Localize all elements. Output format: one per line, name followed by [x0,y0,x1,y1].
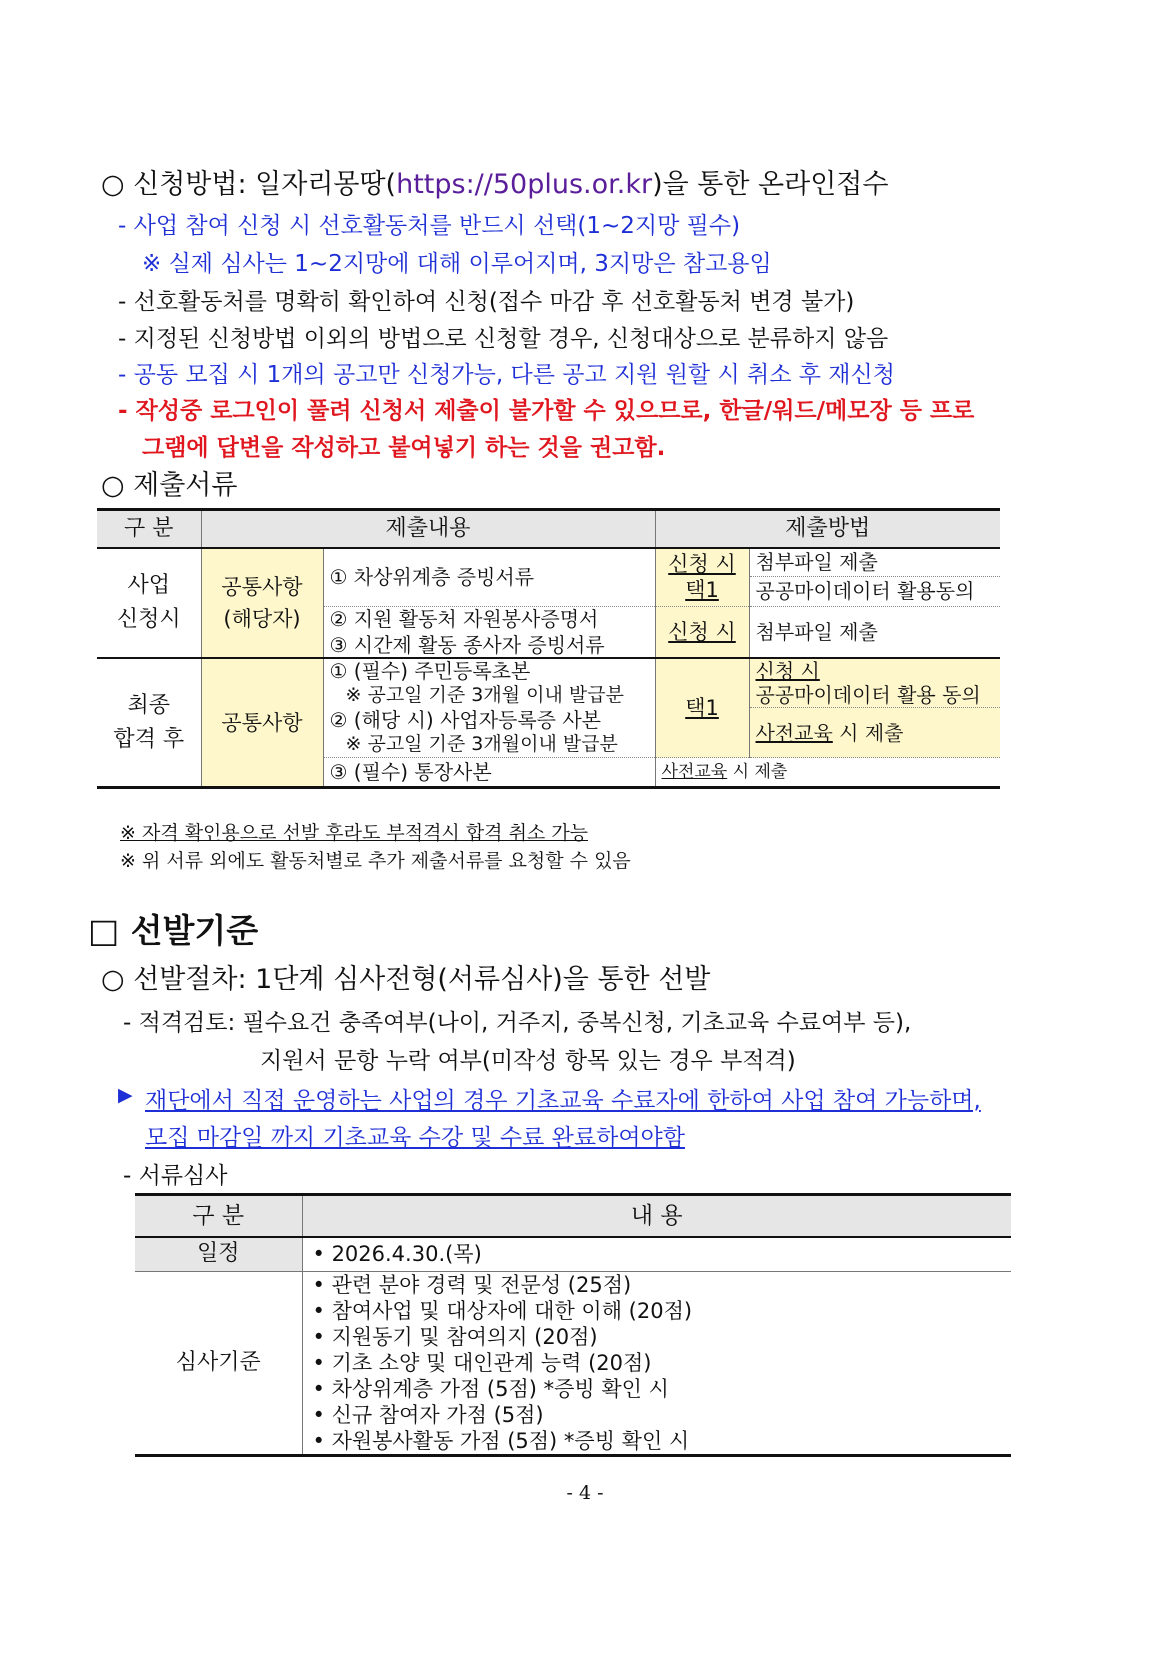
criteria-item: • 차상위계층 가점 (5점) *증빙 확인 시 [313,1376,1006,1402]
docs-note-1: ※ 자격 확인용으로 선발 후라도 부적격시 합격 취소 가능 [120,822,589,844]
documents-table [97,508,1000,789]
edu-notice-1: 재단에서 직접 운영하는 사업의 경우 기초교육 수료자에 한하여 사업 참여 가능하며, [145,1088,981,1114]
apply-site-link[interactable]: https://50plus.or.kr [396,169,653,200]
documents-table-header [97,510,1000,549]
apply-line-4: - 지정된 신청방법 이외의 방법으로 신청할 경우, 신청대상으로 분류하지 않음 [118,326,889,352]
apply-line-6: - 작성중 로그인이 풀려 신청서 제출이 불가할 수 있으므로, 한글/워드/메모장 등 프로 [118,398,975,424]
item-low-income: ① 차상위계층 증빙서류 [323,548,655,606]
apply-heading-suffix: )을 통한 온라인접수 [652,169,889,200]
final-method-apply-when: 신청 시 [755,659,820,683]
item-volunteer-cert: ② 지원 활동처 자원봉사증명서 [323,606,655,632]
page-number: - 4 - [566,1482,604,1504]
common-applicable-cell: 공통사항 (해당자) [201,548,323,658]
header-method: 제출방법 [655,510,1000,549]
arrow-icon: ▶ [118,1084,133,1106]
edu-notice-2: 모집 마감일 까지 기초교육 수강 및 수료 완료하여야함 [145,1125,685,1151]
criteria-item: • 자원봉사활동 가점 (5점) *증빙 확인 시 [313,1428,1006,1454]
selection-procedure: ○ 선발절차: 1단계 심사전형(서류심사)을 통한 선발 [101,964,711,995]
method-attach: 첨부파일 제출 [749,548,1000,576]
apply-line-1: - 사업 참여 신청 시 선호활동처를 반드시 선택(1~2지망 필수) [118,213,741,239]
eligibility-check-1: - 적격검토: 필수요건 충족여부(나이, 거주지, 중복신청, 기초교육 수료여부 등), [123,1010,912,1036]
apply-heading [101,162,888,201]
screening-table [135,1193,1011,1457]
apply-when-cell: 신청 시 [655,606,749,658]
final-method-edu-text: 시 제출 [832,720,904,745]
item-parttime-cert: ③ 시간제 활동 종사자 증빙서류 [323,632,655,658]
final-method-mydata-text: 공공마이데이터 활용 동의 [755,683,981,707]
apply-category-cell: 사업 신청시 [97,548,201,658]
screening-header-category: 구 분 [135,1195,302,1238]
apply-line-2: ※ 실제 심사는 1~2지망에 대해 이루어지며, 3지망은 참고용임 [142,251,772,277]
method-attach-2: 첨부파일 제출 [749,606,1000,658]
criteria-item: • 지원동기 및 참여의지 (20점) [313,1324,1006,1350]
select-one-cell: 신청 시 택1 [655,548,749,606]
criteria-item: • 참여사업 및 대상자에 대한 이해 (20점) [313,1298,1006,1324]
final-item-business-note: ※ 공고일 기준 3개월이내 발급분 [323,732,655,758]
final-select-one-cell: 택1 [655,658,749,758]
final-category-cell: 최종 합격 후 [97,658,201,788]
final-item-resident: ① (필수) 주민등록초본 [323,658,655,683]
screening-header-content: 내 용 [302,1195,1011,1238]
criteria-item: • 기초 소양 및 대인관계 능력 (20점) [313,1350,1006,1376]
final-method-edu-label: 사전교육 [755,720,833,745]
schedule-date: • 2026.4.30.(목) [313,1241,1006,1267]
apply-heading-text: ○ 신청방법: 일자리몽땅( [101,169,397,200]
criteria-item: • 신규 참여자 가점 (5점) [313,1402,1006,1428]
screening-table-header [135,1195,1011,1238]
final-method-edu-2 [655,758,1000,788]
method-mydata: 공공마이데이터 활용동의 [749,576,1000,606]
selection-title: □ 선발기준 [88,911,259,950]
screening-label: - 서류심사 [123,1163,228,1189]
schedule-cell [302,1237,1011,1271]
final-method-edu-2-text: 시 제출 [727,762,788,782]
criteria-item: • 관련 분야 경력 및 전문성 (25점) [313,1272,1006,1298]
header-content: 제출내용 [201,510,655,549]
common-cell: 공통사항 [201,658,323,788]
schedule-label: 일정 [135,1237,302,1271]
apply-line-7: 그램에 답변을 작성하고 붙여넣기 하는 것을 권고함. [142,435,666,461]
final-item-bankbook: ③ (필수) 통장사본 [323,758,655,788]
final-method-edu [749,708,1000,758]
criteria-cell [302,1271,1011,1455]
final-item-resident-note: ※ 공고일 기준 3개월 이내 발급분 [345,684,624,707]
final-method-edu-2-label: 사전교육 [661,762,728,782]
final-item-business: ② (해당 시) 사업자등록증 사본 [323,708,655,732]
header-category: 구 분 [97,510,201,549]
docs-heading: ○ 제출서류 [101,470,238,501]
docs-note-2: ※ 위 서류 외에도 활동처별로 추가 제출서류를 요청할 수 있음 [120,850,631,872]
eligibility-check-2: 지원서 문항 누락 여부(미작성 항목 있는 경우 부적격) [260,1048,796,1074]
apply-line-3: - 선호활동처를 명확히 확인하여 신청(접수 마감 후 선호활동처 변경 불가) [118,289,855,315]
final-method-mydata [749,658,1000,708]
apply-line-5: - 공동 모집 시 1개의 공고만 신청가능, 다른 공고 지원 원할 시 취소 후 재신청 [118,362,895,388]
criteria-label: 심사기준 [175,1349,261,1375]
